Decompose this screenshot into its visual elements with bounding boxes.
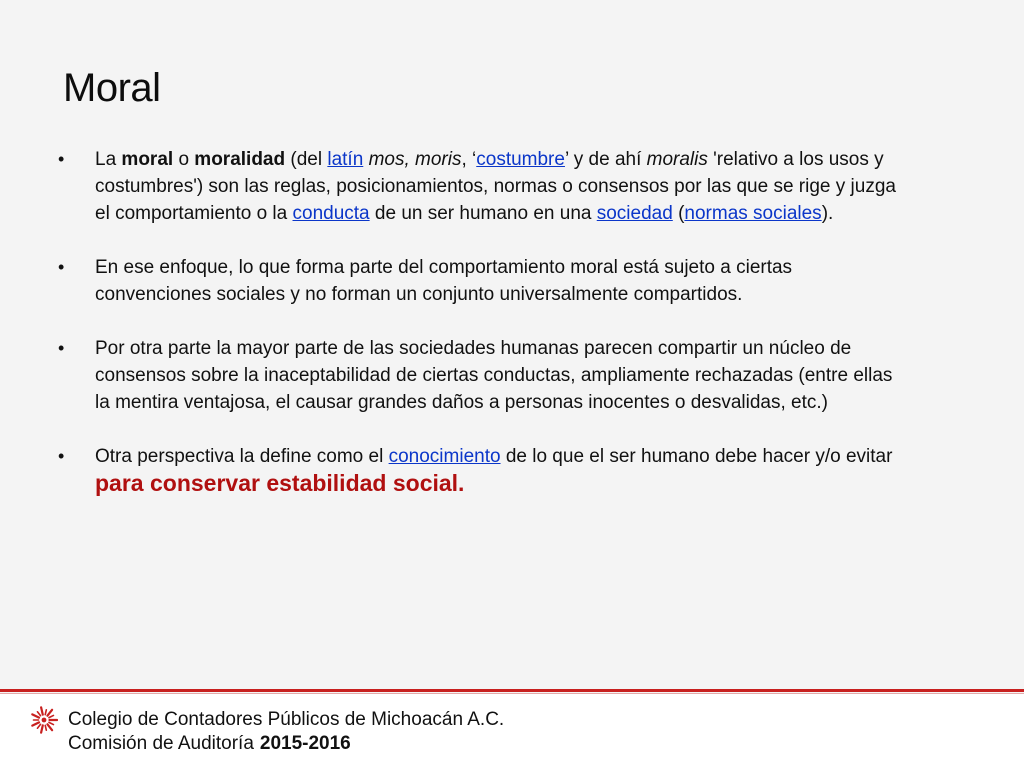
logo-ray [45, 725, 46, 730]
text-run: En ese enfoque, lo que forma parte del comportamiento moral está sujeto a ciertas convenciones sociales y no forman un conjunto universalmente compartidos. [95, 257, 793, 305]
bullet-marker: • [58, 338, 65, 358]
logo-ray [41, 725, 43, 732]
bullet-marker: • [58, 149, 65, 169]
logo-ray [37, 724, 40, 728]
text-link[interactable]: conocimiento [388, 446, 501, 467]
text-run: de un ser humano en una [369, 203, 597, 224]
footer-organization: Colegio de Contadores Públicos de Michoacán A.C. [68, 709, 505, 730]
bullet-text [95, 254, 908, 308]
text-run: mos, moris [368, 149, 462, 170]
text-run: (del [285, 149, 328, 170]
logo-center [42, 718, 47, 723]
logo-ray [32, 722, 39, 725]
bullet-text [95, 335, 908, 416]
footer-commission-label: Comisión de Auditoría [68, 733, 254, 754]
text-link[interactable]: latín [327, 149, 364, 170]
bullet-text [95, 146, 908, 227]
bullet-marker: • [58, 446, 65, 466]
bullet-text [95, 443, 908, 499]
logo-ray [41, 707, 43, 714]
text-run: moralidad [194, 149, 286, 170]
text-run: ( [672, 203, 685, 224]
footer-divider-shadow [0, 693, 1024, 694]
logo-ray [49, 722, 54, 724]
logo-ray [47, 710, 52, 716]
footer-divider [0, 689, 1024, 692]
slide-title: Moral [63, 66, 161, 110]
text-link[interactable]: conducta [292, 203, 370, 224]
text-run: La [95, 149, 122, 170]
logo-ray [49, 715, 54, 717]
text-run: moralis [646, 149, 708, 170]
text-run: Otra perspectiva la define como el [95, 446, 389, 467]
text-run: ’ y de ahí [564, 149, 647, 170]
footer-text [68, 708, 504, 756]
text-run: moral [121, 149, 174, 170]
text-link[interactable]: sociedad [596, 203, 673, 224]
text-run: , ‘ [461, 149, 477, 170]
logo-ray [47, 724, 52, 730]
logo-ray [32, 714, 39, 717]
text-run: ). [821, 203, 834, 224]
footer-commission-year: 2015-2016 [259, 733, 351, 754]
sunburst-logo-icon [30, 706, 58, 734]
text-run: o [173, 149, 195, 170]
highlighted-text: para conservar estabilidad social. [95, 470, 465, 496]
text-run: 'relativo a los usos y costumbres') son las reglas, posicionamientos, normas o consensos por las que se rige y juzga el comportamiento o la [95, 149, 896, 224]
text-link[interactable]: costumbre [476, 149, 565, 170]
footer-commission [68, 732, 504, 756]
logo-ray [45, 710, 46, 715]
bullet-item [58, 146, 908, 227]
bullet-marker: • [58, 257, 65, 277]
bullet-item [58, 443, 908, 499]
text-run: de lo que el ser humano debe hacer y/o evitar [500, 446, 893, 467]
text-link[interactable]: normas sociales [684, 203, 822, 224]
text-run: Por otra parte la mayor parte de las sociedades humanas parecen compartir un núcleo de consensos sobre la inaceptabilidad de ciertas conductas, ampliamente rechazadas (entre ellas la mentira ventajosa, el causar grandes daños a personas inocentes o desvalidas, etc.) [95, 338, 893, 413]
bullet-item [58, 254, 908, 308]
bullet-list [58, 146, 908, 526]
bullet-item [58, 335, 908, 416]
logo-ray [37, 712, 40, 716]
